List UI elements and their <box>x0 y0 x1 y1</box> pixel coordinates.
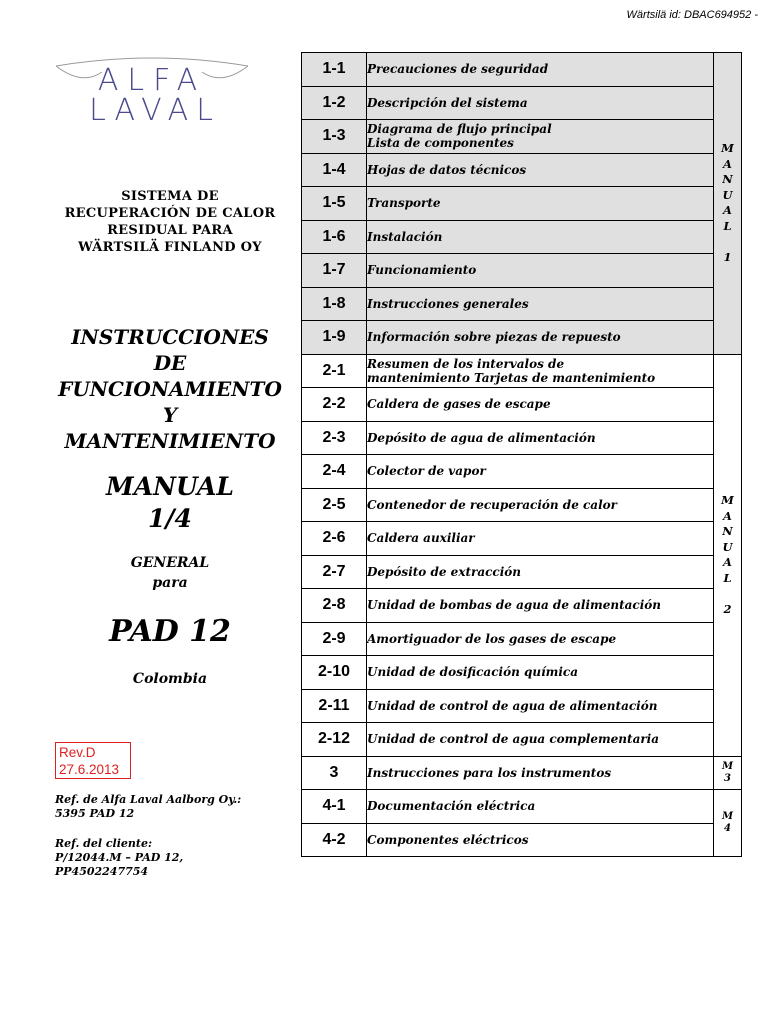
section-title: Colector de vapor <box>367 455 714 489</box>
toc-row <box>302 388 742 422</box>
toc-row <box>302 790 742 824</box>
section-title: Hojas de datos técnicos <box>367 153 714 187</box>
toc-row <box>302 86 742 120</box>
section-number: 1-4 <box>302 153 367 187</box>
section-number: 2-4 <box>302 455 367 489</box>
toc-row <box>302 254 742 288</box>
section-number: 1-3 <box>302 120 367 154</box>
section-title: Descripción del sistema <box>367 86 714 120</box>
manual-label-m4: M 4 <box>714 790 742 857</box>
section-number: 2-8 <box>302 589 367 623</box>
toc-row <box>302 455 742 489</box>
section-title: Unidad de dosificación química <box>367 656 714 690</box>
section-number: 2-3 <box>302 421 367 455</box>
toc-row <box>302 321 742 355</box>
manual-label-m1: M A N U A L 1 <box>714 53 742 355</box>
system-title: SISTEMA DE RECUPERACIÓN DE CALOR RESIDUAL PARA WÄRTSILÄ FINLAND OY <box>64 189 276 255</box>
section-title: Resumen de los intervalos de mantenimiento Tarjetas de mantenimiento <box>367 354 714 388</box>
toc-row <box>302 287 742 321</box>
section-title: Unidad de control de agua de alimentación <box>367 689 714 723</box>
toc-row <box>302 187 742 221</box>
toc-row <box>302 589 742 623</box>
section-title: Depósito de extracción <box>367 555 714 589</box>
section-number: 1-8 <box>302 287 367 321</box>
section-title: Información sobre piezas de repuesto <box>367 321 714 355</box>
section-title: Precauciones de seguridad <box>367 53 714 87</box>
toc-row <box>302 53 742 87</box>
alfa-laval-reference: Ref. de Alfa Laval Aalborg Oy.: 5395 PAD 12 <box>55 793 242 820</box>
section-title: Amortiguador de los gases de escape <box>367 622 714 656</box>
client-reference: Ref. del cliente: P/12044.M – PAD 12, PP4502247754 <box>55 837 184 878</box>
toc-row <box>302 723 742 757</box>
section-title: Transporte <box>367 187 714 221</box>
section-title: Unidad de control de agua complementaria <box>367 723 714 757</box>
product-name: PAD 12 <box>109 614 231 649</box>
logo-text-alfa: ALFA <box>97 63 207 98</box>
toc-row <box>302 120 742 154</box>
section-title: Diagrama de flujo principal Lista de componentes <box>367 120 714 154</box>
toc-row <box>302 823 742 857</box>
revision-code: Rev.D <box>59 745 96 760</box>
section-number: 1-1 <box>302 53 367 87</box>
section-title: Caldera de gases de escape <box>367 388 714 422</box>
toc-row <box>302 756 742 790</box>
section-number: 2-11 <box>302 689 367 723</box>
revision-box <box>55 742 131 779</box>
section-number: 1-2 <box>302 86 367 120</box>
document-id: Wärtsilä id: DBAC694952 - <box>626 9 758 21</box>
manual-label-m2: M A N U A L 2 <box>714 354 742 756</box>
section-number: 1-6 <box>302 220 367 254</box>
country: Colombia <box>132 671 208 687</box>
section-title: Documentación eléctrica <box>367 790 714 824</box>
section-number: 2-5 <box>302 488 367 522</box>
section-number: 1-7 <box>302 254 367 288</box>
section-number: 2-12 <box>302 723 367 757</box>
section-number: 2-2 <box>302 388 367 422</box>
toc-row <box>302 522 742 556</box>
toc-row <box>302 622 742 656</box>
manual-number: MANUAL 1/4 <box>106 472 234 533</box>
section-title: Instalación <box>367 220 714 254</box>
toc-row <box>302 354 742 388</box>
general-label: GENERAL para <box>130 555 210 591</box>
section-number: 3 <box>302 756 367 790</box>
section-title: Depósito de agua de alimentación <box>367 421 714 455</box>
section-title: Caldera auxiliar <box>367 522 714 556</box>
table-of-contents <box>301 52 742 857</box>
toc-row <box>302 421 742 455</box>
instructions-title: INSTRUCCIONES DE FUNCIONAMIENTO Y MANTENIMIENTO <box>58 325 282 453</box>
section-number: 1-5 <box>302 187 367 221</box>
section-title: Componentes eléctricos <box>367 823 714 857</box>
section-number: 1-9 <box>302 321 367 355</box>
manual-label-m3: M 3 <box>714 756 742 790</box>
toc-row <box>302 656 742 690</box>
toc-row <box>302 555 742 589</box>
section-title: Instrucciones para los instrumentos <box>367 756 714 790</box>
section-title: Funcionamiento <box>367 254 714 288</box>
section-title: Contenedor de recuperación de calor <box>367 488 714 522</box>
section-number: 2-10 <box>302 656 367 690</box>
toc-row <box>302 689 742 723</box>
section-title: Instrucciones generales <box>367 287 714 321</box>
section-title: Unidad de bombas de agua de alimentación <box>367 589 714 623</box>
section-number: 2-6 <box>302 522 367 556</box>
toc-row <box>302 220 742 254</box>
toc-row <box>302 153 742 187</box>
revision-date: 27.6.2013 <box>59 762 120 777</box>
logo-text-laval: LAVAL <box>89 93 221 127</box>
alfa-laval-logo <box>52 52 252 127</box>
section-number: 2-9 <box>302 622 367 656</box>
toc-row <box>302 488 742 522</box>
section-number: 2-1 <box>302 354 367 388</box>
section-number: 2-7 <box>302 555 367 589</box>
section-number: 4-1 <box>302 790 367 824</box>
section-number: 4-2 <box>302 823 367 857</box>
